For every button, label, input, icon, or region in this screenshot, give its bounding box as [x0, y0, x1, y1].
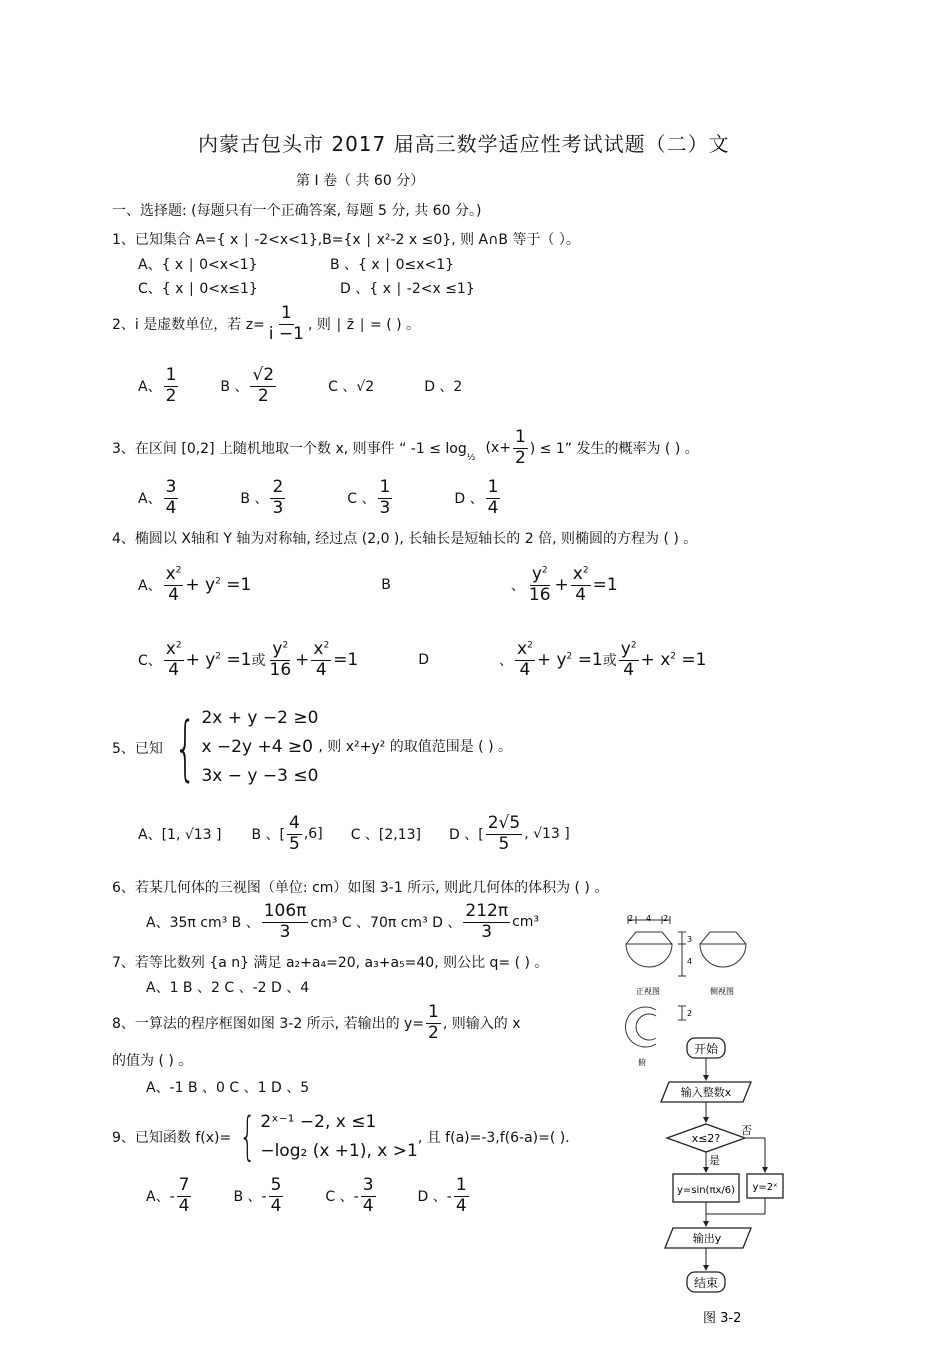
q4-stem: 4、椭圆以 X轴和 Y 轴为对称轴, 经过点 (2,0 ), 长轴长是短轴长的 2 倍, 则椭圆的方程为 ( ) 。	[112, 531, 698, 547]
q4-d-label: D	[418, 652, 430, 669]
q8-den: 2	[428, 1022, 439, 1043]
q3-c-num: 1	[379, 477, 391, 497]
q5-post: , 则 x²+y² 的取值范围是 ( ) 。	[318, 738, 512, 755]
section-instructions: 一、选择题: (每题只有一个正确答案, 每题 5 分, 共 60 分。)	[112, 203, 482, 219]
q2-a-den: 2	[165, 385, 177, 406]
q9-stem	[112, 1108, 570, 1166]
q6-d-unit: cm³	[512, 914, 540, 931]
q3-mid: (x+	[485, 440, 511, 457]
q5-stem	[112, 704, 512, 791]
fig-dim-top-1: 2	[628, 914, 634, 923]
q3-log-base: ½	[466, 453, 476, 464]
q4-c-frac3: $\frac{x^2}{4}$	[313, 639, 330, 680]
side-view-label: 侧视图	[710, 987, 734, 996]
q9-post: , 且 f(a)=-3,f(6-a)=( ).	[417, 1130, 570, 1146]
q4-b-eq: =1	[592, 575, 618, 596]
q3-b-frac	[270, 478, 285, 518]
q3-pre: 3、在区间 [0,2] 上随机地取一个数 x, 则事件 “ -1 ≤ log	[112, 441, 467, 458]
q4-a-label: A、	[138, 578, 162, 595]
q5-options	[138, 814, 570, 854]
q2-a-label: A、	[138, 379, 162, 396]
q4-d-eq2: =1	[681, 650, 707, 671]
q2-b-num: √2	[252, 365, 275, 385]
q2-c: C 、√2	[328, 379, 375, 396]
q5-d-den: 5	[498, 833, 510, 854]
q2-post: , 则 ∣ z̄ ∣ = ( ) 。	[307, 317, 421, 334]
q1-stem: 1、已知集合 A={ x ∣ -2<x<1},B={x ∣ x²-2 x ≤0}, 则 A∩B 等于（ ）。	[112, 232, 580, 248]
q4-c-frac1: $\frac{x^2}{4}$	[165, 639, 182, 680]
q5-ineq-3: 3x − y −3 ≤0	[201, 766, 319, 786]
q4-b-frac1: $\frac{y^2}{16}$	[528, 564, 551, 605]
q9-c-den: 4	[362, 1195, 374, 1216]
flow-no-label: 否	[741, 1124, 752, 1137]
flowchart-figure	[655, 1030, 795, 1330]
q3-a-den: 4	[165, 497, 177, 518]
q5-b-frac	[287, 814, 302, 854]
q9-case-2: −log₂ (x +1), x >1	[260, 1141, 418, 1161]
q2-b-label: B 、	[220, 379, 249, 396]
q5-option-a: A、[1, √13 ]	[138, 827, 222, 844]
q4-d-plus1: +	[536, 650, 552, 671]
brace-icon: {	[174, 706, 197, 789]
q9-b-frac	[269, 1176, 284, 1216]
q9-a-label: A、-	[146, 1189, 175, 1206]
q3-c-frac	[378, 478, 393, 518]
fig-dim-topview: 2	[687, 1009, 693, 1018]
q5-pre: 5、已知	[112, 740, 163, 757]
q6-b-frac	[262, 902, 309, 942]
q3-a-label: A、	[138, 491, 162, 508]
q5-ineq-2: x −2y +4 ≥0	[201, 737, 313, 757]
q3-options	[138, 478, 502, 518]
flow-end-label: 结束	[693, 1276, 719, 1290]
q9-case-1: 2ˣ⁻¹ −2, x ≤1	[260, 1112, 377, 1132]
q3-den: 2	[514, 447, 526, 468]
q1-option-a: A、{ x ∣ 0<x<1}	[138, 257, 258, 273]
q4-d-frac1: $\frac{x^2}{4}$	[517, 639, 533, 680]
q8-frac	[426, 1003, 441, 1043]
q3-d-label: D 、	[454, 491, 484, 508]
q6-b-unit: cm³ C 、70π cm³ D 、	[310, 915, 462, 932]
flow-input-label: 输入整数x	[680, 1086, 732, 1099]
q9-c-num: 3	[362, 1175, 374, 1195]
q6-d-frac	[463, 902, 510, 942]
q9-c-label: C 、-	[325, 1189, 359, 1206]
q2-fraction	[267, 304, 306, 344]
q9-options	[146, 1176, 471, 1216]
q7-stem: 7、若等比数列 {a n} 满足 a₂+a₄=20, a₃+a₅=40, 则公比 q= ( ) 。	[112, 955, 549, 971]
q5-d-frac	[486, 814, 522, 854]
q9-pre: 9、已知函数 f(x)=	[112, 1130, 232, 1146]
q7-options: A、1 B 、2 C 、-2 D 、4	[146, 980, 310, 996]
q4-a-frac: $\frac{x^2}{4}$	[165, 564, 182, 605]
q4-c-plus2: +	[295, 650, 310, 671]
fig-dim-top-2: 4	[646, 914, 652, 923]
q9-d-frac	[454, 1176, 469, 1216]
q4-a-eq: =1	[226, 575, 252, 596]
q4-row1: A、 $\frac{x^2}{4}$ + $y^2$ =1 B 、 $\frac{y^2}{16}$ + $\frac{x^2}{4}$ =1	[138, 564, 618, 605]
q1-option-d: D 、{ x ∣ -2<x ≤1}	[340, 281, 475, 297]
flow-yes-label: 是	[709, 1154, 720, 1167]
q9-a-num: 7	[178, 1175, 190, 1195]
q9-b-den: 4	[270, 1195, 282, 1216]
q4-b-plus: +	[554, 575, 569, 596]
q5-b-den: 5	[289, 833, 300, 854]
front-view-label: 正视图	[636, 987, 660, 996]
fig-dim-side-2: 4	[687, 957, 693, 966]
q5-d-label: D 、[	[449, 827, 484, 844]
q4-c-eq1: =1	[226, 650, 252, 671]
q3-num: 1	[514, 427, 526, 447]
flowchart-caption: 图 3-2	[703, 1311, 742, 1326]
q9-c-frac	[361, 1176, 376, 1216]
q8-line2: 的值为 ( ) 。	[112, 1053, 193, 1069]
q3-d-frac	[486, 478, 501, 518]
flow-left-label: y=sin(πx/6)	[676, 1185, 736, 1196]
q6-b-num: 106π	[263, 901, 307, 921]
q6-option-a: A、35π cm³ B 、	[146, 915, 260, 932]
q2-num: 1	[280, 303, 292, 323]
q2-options	[138, 366, 462, 406]
q3-b-den: 3	[272, 497, 284, 518]
q3-post: ) ≤ 1” 发生的概率为 ( ) 。	[529, 441, 699, 458]
q8-num: 1	[428, 1002, 439, 1022]
fig-dim-top-3: 2	[663, 914, 669, 923]
q9-d-num: 1	[455, 1175, 467, 1195]
q9-d-label: D 、-	[417, 1189, 452, 1206]
q9-a-frac	[177, 1176, 192, 1216]
q5-b-label: B 、[	[251, 827, 286, 844]
q3-a-num: 3	[165, 477, 177, 497]
q8-options: A、-1 B 、0 C 、1 D 、5	[146, 1080, 310, 1096]
q8-pre: 8、一算法的程序框图如图 3-2 所示, 若输出的 y=	[112, 1016, 425, 1033]
q3-c-den: 3	[379, 497, 391, 518]
q5-d-num: 2√5	[487, 813, 521, 833]
q4-a-plus: +	[185, 575, 200, 596]
q9-cases	[260, 1108, 418, 1166]
q9-b-label: B 、-	[233, 1189, 267, 1206]
q6-stem: 6、若某几何体的三视图（单位: cm）如图 3-1 所示, 则此几何体的体积为 ( ) 。	[112, 880, 609, 896]
q3-c-label: C 、	[347, 491, 376, 508]
q4-b-label: B	[381, 577, 391, 594]
q3-b-num: 2	[272, 477, 284, 497]
q2-a-frac	[164, 366, 179, 406]
q4-d-or: 或	[602, 653, 617, 670]
q3-frac	[513, 428, 528, 468]
section-heading: 第 I 卷（ 共 60 分）	[296, 173, 425, 189]
q3-a-frac	[164, 478, 179, 518]
q1-option-c: C、{ x ∣ 0<x≤1}	[138, 281, 258, 297]
q5-ineq-1: 2x + y −2 ≥0	[201, 708, 319, 728]
flow-start-label: 开始	[693, 1042, 719, 1056]
q6-options	[146, 902, 539, 942]
q4-d-eq1: =1	[577, 650, 603, 671]
q5-b-num: 4	[289, 813, 300, 833]
q6-d-num: 212π	[465, 901, 509, 921]
page-title: 内蒙古包头市 2017 届高三数学适应性考试试题（二）文	[198, 132, 730, 156]
q4-c-eq2: =1	[333, 650, 359, 671]
q4-c-or: 或	[251, 653, 266, 670]
q2-pre: 2、i 是虚数单位，若 z=	[112, 317, 265, 334]
q2-stem	[112, 304, 420, 344]
brace-icon: {	[239, 1107, 257, 1167]
q5-option-c: C 、[2,13]	[350, 827, 422, 844]
q2-d: D 、2	[424, 379, 463, 396]
q4-c-frac2: $\frac{y^2}{16}$	[269, 639, 292, 680]
q6-d-den: 3	[481, 921, 493, 942]
q3-b-label: B 、	[240, 491, 269, 508]
q9-d-den: 4	[455, 1195, 467, 1216]
q3-d-num: 1	[487, 477, 499, 497]
q8-post: , 则输入的 x	[442, 1016, 521, 1033]
q6-b-den: 3	[279, 921, 291, 942]
q4-b-frac2: $\frac{x^2}{4}$	[572, 564, 589, 605]
fig-dim-side-1: 3	[687, 935, 693, 944]
q2-a-num: 1	[165, 365, 177, 385]
q4-c-plus1: +	[185, 650, 200, 671]
q2-b-frac	[250, 366, 276, 406]
q2-den: i −1	[268, 323, 304, 344]
top-view-label: 俯	[638, 1058, 646, 1067]
q5-system	[201, 704, 318, 791]
q9-b-num: 5	[270, 1175, 282, 1195]
q9-a-den: 4	[178, 1195, 190, 1216]
flow-right-label: y=2ˣ	[752, 1182, 778, 1193]
q5-b-post: ,6]	[303, 826, 323, 843]
q1-option-b: B 、{ x ∣ 0≤x<1}	[330, 257, 455, 273]
q4-d-frac2: $\frac{y^2}{4}$	[620, 639, 637, 680]
q8-stem	[112, 1003, 521, 1043]
q4-d-plus2: +	[640, 650, 655, 671]
flow-condition-label: x≤2?	[691, 1132, 721, 1145]
q2-b-den: 2	[257, 385, 269, 406]
q3-d-den: 4	[487, 497, 499, 518]
q4-c-label: C、	[138, 653, 162, 670]
flow-output-label: 输出y	[692, 1232, 722, 1245]
q3-stem	[112, 428, 699, 468]
q4-row2: C、 $\frac{x^2}{4}$ + $y^2$ =1 或 $\frac{y^2}{16}$ + $\frac{x^2}{4}$ =1 D 、 $\frac{x^2}{4}$ + $y^2$ =1 或 $\frac{y^2}{4}$ + $x^2$ =1	[138, 639, 707, 680]
q5-d-post: , √13 ]	[524, 826, 570, 843]
